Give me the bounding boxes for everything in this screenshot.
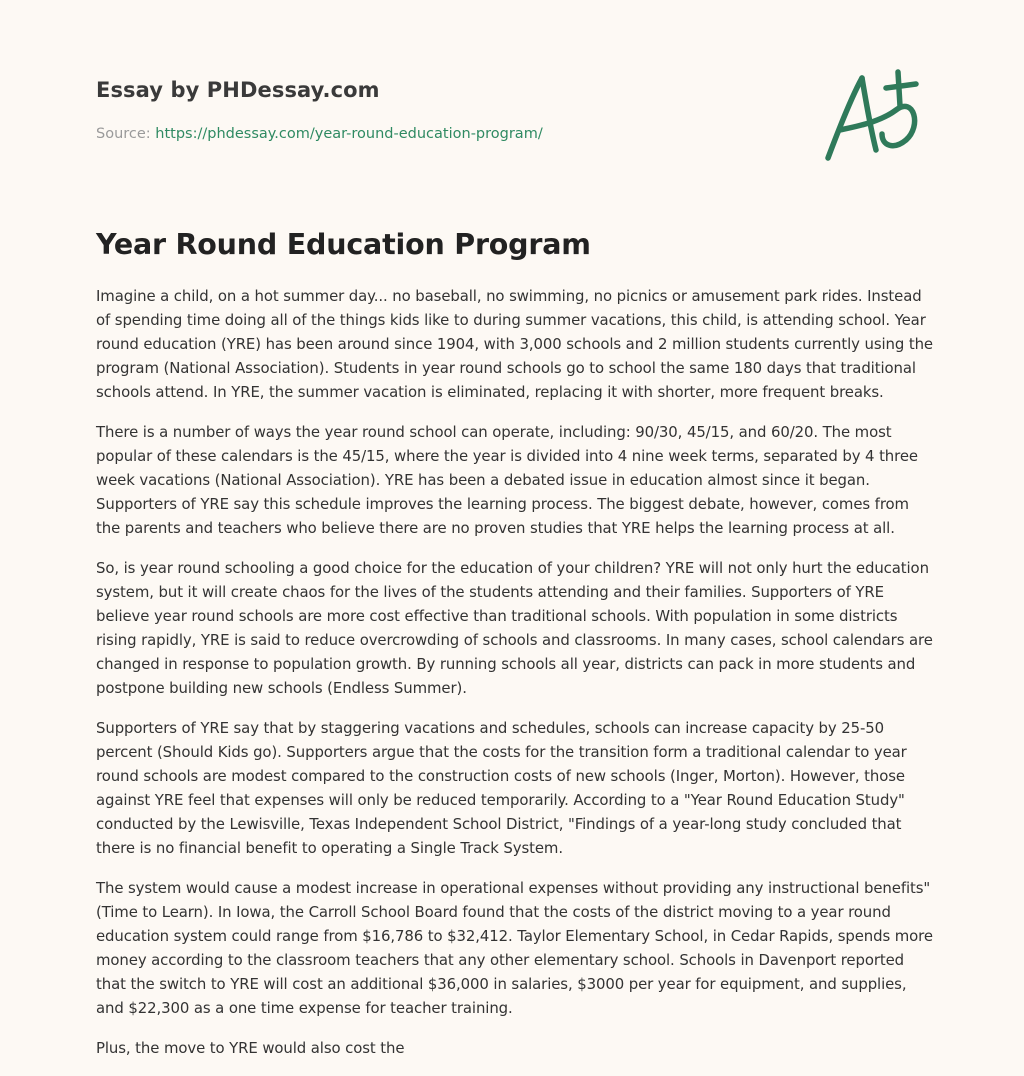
essay-body <box>96 284 936 1076</box>
paragraph: So, is year round schooling a good choice for the education of your children? YRE will not only hurt the education system, but it will create chaos for the lives of the students attending and their families. Supporters of YRE believe year round schools are more cost effective than traditional schools. With population in some districts rising rapidly, YRE is said to reduce overcrowding of schools and classrooms. In many cases, school calendars are changed in response to population growth. By running schools all year, districts can pack in more students and postpone building new schools (Endless Summer). <box>96 559 933 697</box>
paragraph: There is a number of ways the year round school can operate, including: 90/30, 45/15, and 60/20. The most popular of these calendars is the 45/15, where the year is divided into 4 nine week terms, separated by 4 three week vacations (National Association). YRE has been a debated issue in education almost since it began. Supporters of YRE say this schedule improves the learning process. The biggest debate, however, comes from the parents and teachers who believe there are no proven studies that YRE helps the learning process at all. <box>96 423 918 537</box>
source-link[interactable]: https://phdessay.com/year-round-education-program/ <box>155 126 543 142</box>
source-label: Source: <box>96 126 151 142</box>
source-line <box>96 124 796 144</box>
paragraph: Imagine a child, on a hot summer day... no baseball, no swimming, no picnics or amusement park rides. Instead of spending time doing all of the things kids like to during summer vacations, this child, is attending school. Year round education (YRE) has been around since 1904, with 3,000 schools and 2 million students currently using the program (National Association). Students in year round schools go to school the same 180 days that traditional schools attend. In YRE, the summer vacation is eliminated, replacing it with shorter, more frequent breaks. <box>96 287 933 401</box>
paragraph: The system would cause a modest increase in operational expenses without providing any instructional benefits" (Time to Learn). In Iowa, the Carroll School Board found that the costs of the district moving to a year round education system could range from $16,786 to $32,412. Taylor Elementary School, in Cedar Rapids, spends more money according to the classroom teachers that any other elementary school. Schools in Davenport reported that the switch to YRE will cost an additional $36,000 in salaries, $3000 per year for equipment, and supplies, and $22,300 as a one time expense for teacher training. <box>96 879 933 1017</box>
essay-title: Year Round Education Program <box>96 228 591 261</box>
paragraph: Supporters of YRE say that by staggering vacations and schedules, schools can increase capacity by 25-50 percent (Should Kids go). Supporters argue that the costs for the transition form a traditional calendar to year round schools are modest compared to the construction costs of new schools (Inger, Morton). However, those against YRE feel that expenses will only be reduced temporarily. According to a "Year Round Education Study" conducted by the Lewisville, Texas Independent School District, "Findings of a year-long study concluded that there is no financial benefit to operating a Single Track System. <box>96 719 907 857</box>
brand-title: Essay by PHDessay.com <box>96 78 380 102</box>
a-plus-icon <box>818 66 930 166</box>
paragraph: Plus, the move to YRE would also cost the <box>96 1039 405 1057</box>
essay-header <box>96 76 796 144</box>
